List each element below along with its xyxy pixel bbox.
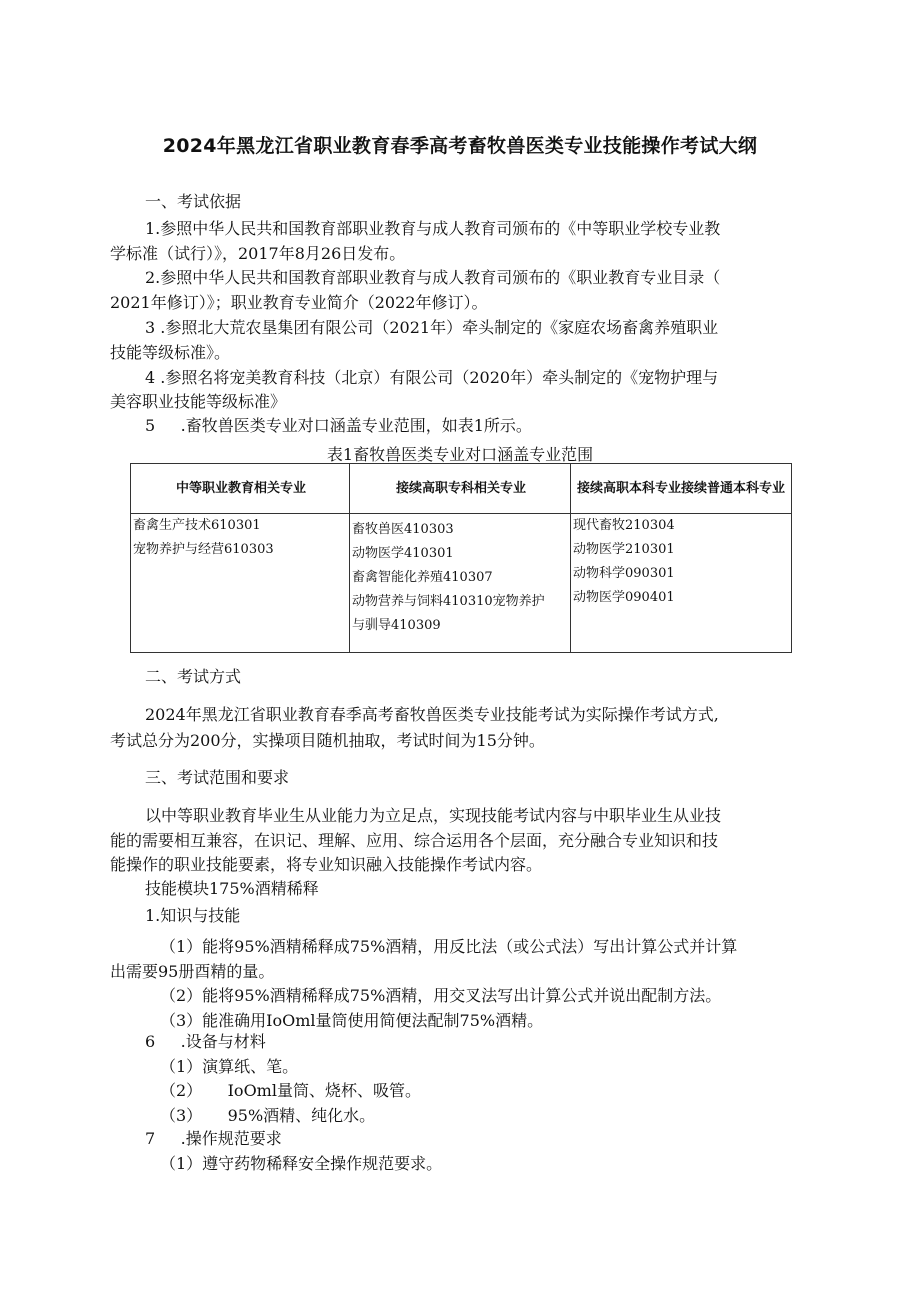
basis-item-4-line-1: 4 .参照名将宠美教育科技（北京）有限公司（2020年）牵头制定的《宠物护理与: [145, 368, 719, 387]
scope-line-2: 能的需要相互兼容，在识记、理解、应用、综合运用各个层面，充分融合专业知识和技: [110, 831, 719, 850]
table-row: [131, 514, 792, 653]
basis-item-2-line-2: 2021年修订）》；职业教育专业简介（2022年修订）。: [110, 293, 488, 312]
section-heading-basis: 一、考试依据: [145, 192, 242, 211]
method-line-2: 考试总分为200分，实操项目随机抽取，考试时间为15分钟。: [110, 731, 545, 750]
basis-item-1-line-1: 1.参照中华人民共和国教育部职业教育与成人教育司颁布的《中等职业学校专业教: [145, 219, 721, 238]
section-heading-method: 二、考试方式: [145, 667, 242, 686]
equipment-item-3: （3） 95%酒精、纯化水。: [160, 1106, 376, 1125]
basis-item-2-line-1: 2.参照中华人民共和国教育部职业教育与成人教育司颁布的《职业教育专业目录（: [145, 268, 721, 287]
table-header-row: [131, 464, 792, 514]
major-scope-table: [130, 463, 792, 653]
basis-item-3-line-2: 技能等级标准》。: [110, 343, 231, 362]
table-cell-secondary: [131, 514, 350, 653]
operation-item-1: （1）遵守药物稀释安全操作规范要求。: [160, 1154, 443, 1173]
skill-module-title: 技能模块175%酒精稀释: [145, 879, 319, 898]
operation-heading: 7 .操作规范要求: [145, 1129, 282, 1148]
knowledge-item-1-line-1: （1）能将95%酒精稀释成75%酒精，用反比法（或公式法）写出计算公式并计算: [160, 937, 738, 956]
scope-line-3: 能操作的职业技能要素，将专业知识融入技能操作考试内容。: [110, 855, 543, 874]
list-item: 畜禽智能化养殖410307: [352, 570, 493, 585]
list-item: 动物医学210301: [573, 542, 675, 557]
equipment-heading: 6 .设备与材料: [145, 1032, 266, 1051]
knowledge-item-1-line-2: 出需要95册酉精的量。: [110, 962, 275, 981]
method-line-1: 2024年黑龙江省职业教育春季高考畜牧兽医类专业技能考试为实际操作考试方式,: [145, 705, 719, 724]
basis-item-3-line-1: 3 .参照北大荒农垦集团有限公司（2021年）牵头制定的《家庭农场畜禽养殖职业: [145, 318, 719, 337]
knowledge-item-2: （2）能将95%酒精稀释成75%酒精，用交叉法写出计算公式并说出配制方法。: [160, 986, 722, 1005]
basis-item-1-line-2: 学标准（试行）》，2017年8月26日发布。: [110, 244, 406, 263]
list-item: 动物营养与饲料410310宠物养护: [352, 594, 545, 609]
table-cell-higher-vocational: [350, 514, 571, 653]
knowledge-item-3: （3）能准确用IoOml量筒使用简便法配制75%酒精。: [160, 1011, 544, 1030]
basis-item-5: 5 .畜牧兽医类专业对口涵盖专业范围，如表1所示。: [145, 416, 532, 435]
knowledge-heading: 1.知识与技能: [145, 906, 241, 925]
table-header-undergraduate: 接续高职本科专业接续普通本科专业: [571, 464, 792, 514]
table-header-secondary: 中等职业教育相关专业: [131, 464, 350, 514]
basis-item-4-line-2: 美容职业技能等级标准》: [110, 392, 287, 411]
list-item: 现代畜牧210304: [573, 518, 675, 533]
scope-line-1: 以中等职业教育毕业生从业能力为立足点，实现技能考试内容与中职毕业生从业技: [145, 806, 722, 825]
document-title: 2024年黑龙江省职业教育春季高考畜牧兽医类专业技能操作考试大纲: [162, 135, 758, 157]
list-item: 宠物养护与经营610303: [133, 542, 274, 557]
list-item: 与驯导410309: [352, 618, 441, 633]
table-cell-undergraduate: [571, 514, 792, 653]
section-heading-scope: 三、考试范围和要求: [145, 768, 290, 787]
table-caption: 表1畜牧兽医类专业对口涵盖专业范围: [326, 445, 594, 464]
list-item: 动物医学090401: [573, 590, 675, 605]
table-header-higher-vocational: 接续高职专科相关专业: [350, 464, 571, 514]
equipment-item-2: （2） IoOml量筒、烧杯、吸管。: [160, 1081, 421, 1100]
list-item: 畜牧兽医410303: [352, 522, 454, 537]
list-item: 动物科学090301: [573, 566, 675, 581]
list-item: 动物医学410301: [352, 546, 454, 561]
list-item: 畜禽生产技术610301: [133, 518, 261, 533]
equipment-item-1: （1）演算纸、笔。: [160, 1057, 299, 1076]
